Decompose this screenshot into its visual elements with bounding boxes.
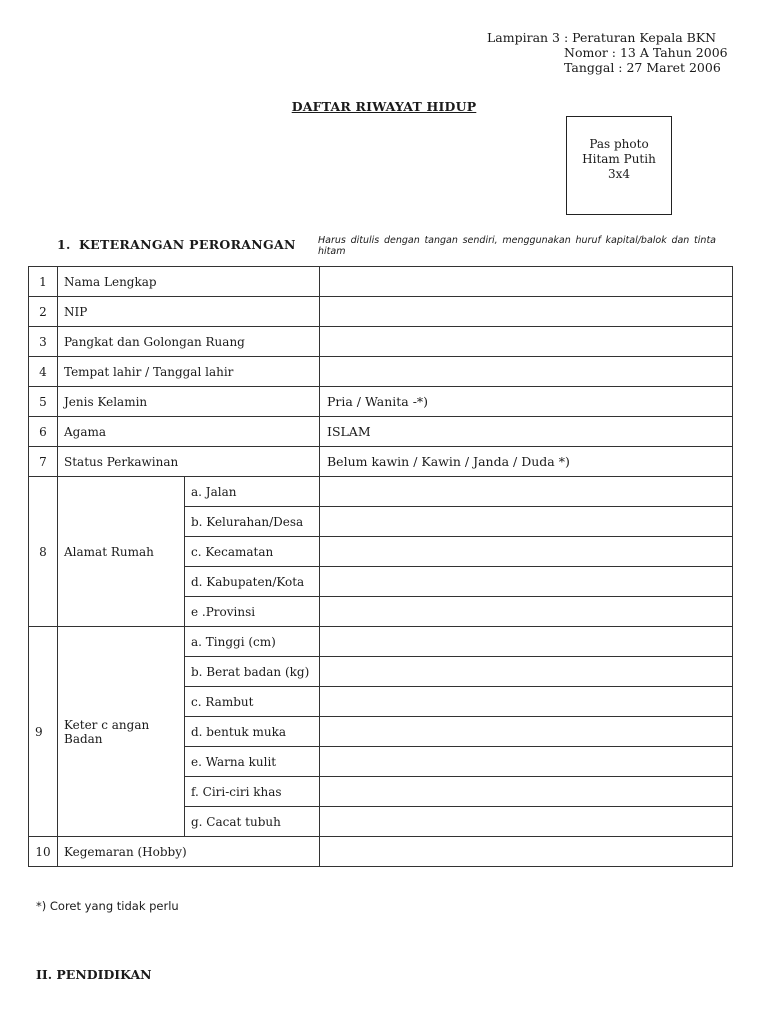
row-label-jenis-kelamin: Jenis Kelamin [58,387,320,417]
photo-line-1: Pas photo [589,137,649,151]
nomor-line: Nomor : 13 A Tahun 2006 [564,45,728,60]
document-title: DAFTAR RIWAYAT HIDUP [291,99,477,114]
row-label-alamat-rumah: Alamat Rumah [58,477,185,627]
table-row [29,387,733,417]
table-row [29,267,733,297]
sub-label-tinggi: a. Tinggi (cm) [185,627,320,657]
handwriting-instruction-note: Harus ditulis dengan tangan sendiri, menggunakan huruf kapital/balok dan tinta hitam [318,235,716,257]
row-label-pangkat: Pangkat dan Golongan Ruang [58,327,320,357]
row-label-status-perkawinan: Status Perkawinan [58,447,320,477]
row-number: 2 [29,297,58,327]
sub-label-provinsi: e .Provinsi [185,597,320,627]
row-number: 9 [29,627,58,837]
row-label-keterangan-badan: Keter c angan Badan [58,627,185,837]
sub-label-rambut: c. Rambut [185,687,320,717]
field-kecamatan[interactable] [320,537,733,567]
row-label-nip: NIP [58,297,320,327]
field-kelurahan[interactable] [320,507,733,537]
field-agama[interactable]: ISLAM [320,417,733,447]
personal-info-table [28,266,733,867]
field-jenis-kelamin[interactable]: Pria / Wanita -*) [320,387,733,417]
sub-label-warna-kulit: e. Warna kulit [185,747,320,777]
table-row [29,477,733,507]
field-status-perkawinan[interactable]: Belum kawin / Kawin / Janda / Duda *) [320,447,733,477]
field-ciri-khas[interactable] [320,777,733,807]
sub-label-kecamatan: c. Kecamatan [185,537,320,567]
section-1-heading [57,237,296,252]
photo-line-2: Hitam Putih [582,152,656,166]
row-number: 7 [29,447,58,477]
table-row [29,327,733,357]
section-2-heading: II. PENDIDIKAN [36,967,152,982]
sub-label-ciri-khas: f. Ciri-ciri khas [185,777,320,807]
sub-label-bentuk-muka: d. bentuk muka [185,717,320,747]
photo-line-3: 3x4 [607,167,631,181]
table-row [29,417,733,447]
photo-placeholder-box [566,116,672,215]
field-rambut[interactable] [320,687,733,717]
table-row [29,447,733,477]
field-tinggi[interactable] [320,627,733,657]
row-number: 1 [29,267,58,297]
field-berat-badan[interactable] [320,657,733,687]
sub-label-cacat-tubuh: g. Cacat tubuh [185,807,320,837]
row-label-tempat-tanggal-lahir: Tempat lahir / Tanggal lahir [58,357,320,387]
row-number: 3 [29,327,58,357]
table-row [29,297,733,327]
row-label-kegemaran: Kegemaran (Hobby) [58,837,320,867]
field-warna-kulit[interactable] [320,747,733,777]
attachment-reference [487,30,728,75]
row-label-agama: Agama [58,417,320,447]
field-kegemaran[interactable] [320,837,733,867]
sub-label-kabupaten: d. Kabupaten/Kota [185,567,320,597]
field-cacat-tubuh[interactable] [320,807,733,837]
field-pangkat[interactable] [320,327,733,357]
table-row [29,837,733,867]
field-bentuk-muka[interactable] [320,717,733,747]
field-nip[interactable] [320,297,733,327]
row-number: 8 [29,477,58,627]
row-number: 5 [29,387,58,417]
tanggal-line: Tanggal : 27 Maret 2006 [564,60,721,75]
sub-label-jalan: a. Jalan [185,477,320,507]
table-row [29,627,733,657]
table-row [29,357,733,387]
field-tempat-tanggal-lahir[interactable] [320,357,733,387]
field-nama-lengkap[interactable] [320,267,733,297]
sub-label-kelurahan: b. Kelurahan/Desa [185,507,320,537]
row-number: 4 [29,357,58,387]
section-1-title: KETERANGAN PERORANGAN [79,237,296,252]
field-kabupaten[interactable] [320,567,733,597]
field-provinsi[interactable] [320,597,733,627]
lampiran-line: Lampiran 3 : Peraturan Kepala BKN [487,30,717,45]
section-1-number: 1. [57,237,71,252]
footnote: *) Coret yang tidak perlu [36,899,179,913]
row-label-nama-lengkap: Nama Lengkap [58,267,320,297]
field-jalan[interactable] [320,477,733,507]
row-number: 6 [29,417,58,447]
sub-label-berat-badan: b. Berat badan (kg) [185,657,320,687]
row-number: 10 [29,837,58,867]
